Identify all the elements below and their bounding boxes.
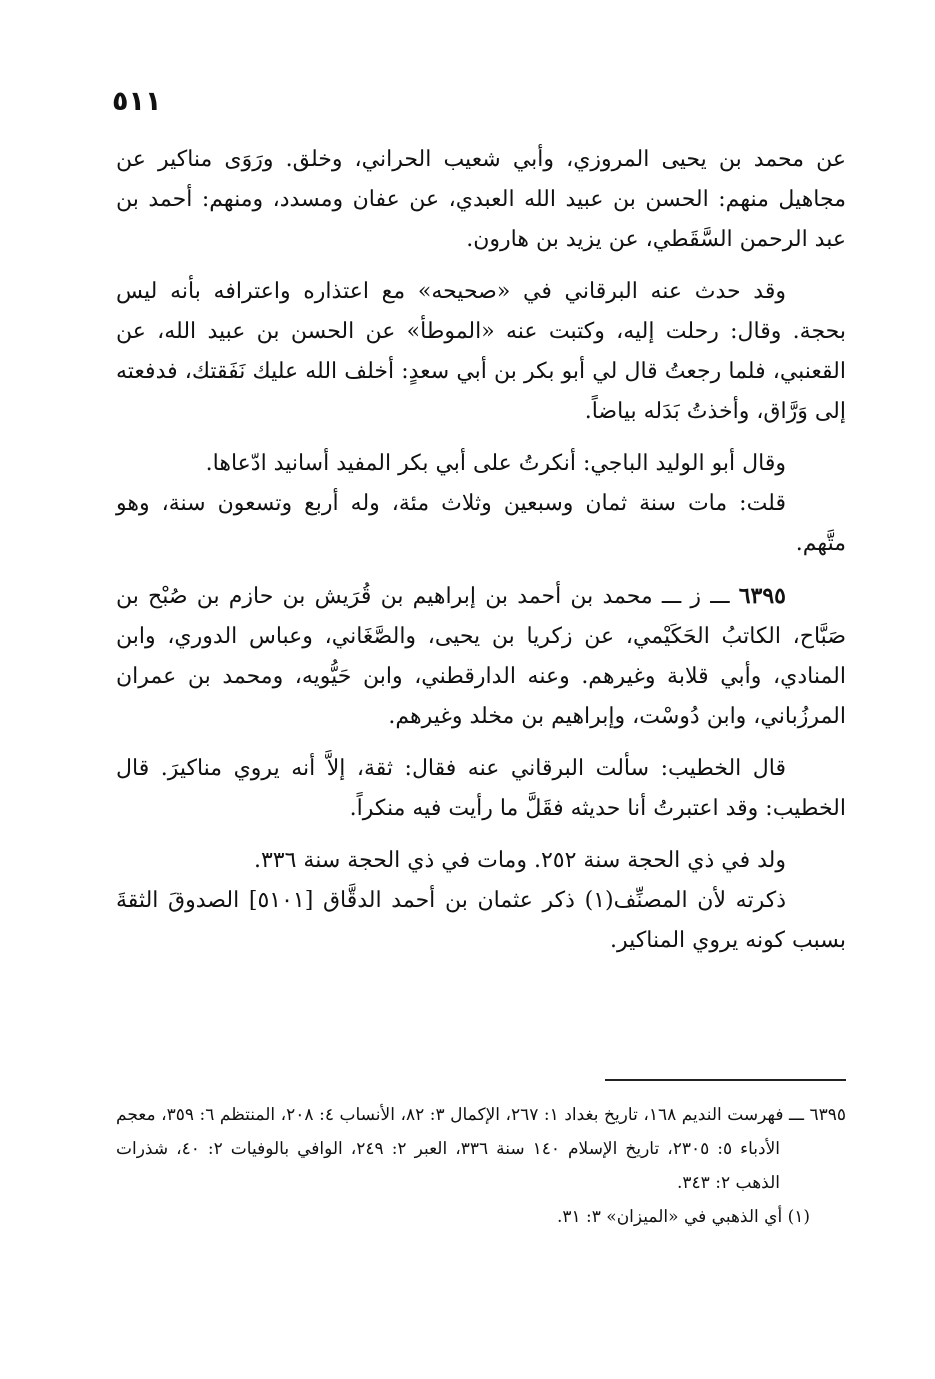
paragraph-birth-death: ولد في ذي الحجة سنة ٢٥٢. ومات في ذي الحجة سنة ٣٣٦. [253, 848, 786, 873]
paragraph-narrators: عن محمد بن يحيى المروزي، وأبي شعيب الحراني، وخلق. ورَوَى مناكير عن مجاهيل منهم: الحسن بن عبيد الله العبدي، عن عفان ومسدد، ومنهم: أحمد بن عبد الرحمن السَّقَطي، عن يزيد بن هارون. [116, 147, 846, 252]
entry-text: ـــ ز ـــ محمد بن أحمد بن إبراهيم بن قُرَيش بن حازم بن صُبْح بن صَبَّاح، الكاتبُ الحَكَيْمي، عن زكريا بن يحيى، والصَّغَاني، وعباس الدوري، وابن المنادي، وأبي قلابة وغيرهم. وعنه الدارقطني، وابن حَيُّويه، ومحمد بن عمران المرزُباني، وابن دُوسْت، وإبراهيم بن مخلد وغيرهم. [116, 584, 846, 729]
paragraph-baji: وقال أبو الوليد الباجي: أنكرتُ على أبي بكر المفيد أسانيد ادّعاها. [205, 451, 786, 476]
footnote-1: (١) أي الذهبي في «الميزان» ٣: ٣١. [556, 1207, 810, 1227]
biography-entry [116, 576, 846, 737]
paragraph-khatib: قال الخطيب: سألت البرقاني عنه فقال: ثقة، إلاَّ أنه يروي مناكيرَ. قال الخطيب: وقد اعتبرتُ أنا حديثه فقَلَّ ما رأيت فيه منكراً. [116, 756, 846, 821]
paragraph-death-note: قلت: مات سنة ثمان وسبعين وثلاث مئة، وله أربع وتسعون سنة، وهو متَّهم. [116, 491, 846, 556]
main-body-text [116, 140, 846, 961]
footnote-sources: ٦٣٩٥ ـــ فهرست النديم ١٦٨، تاريخ بغداد ١: ٢٦٧، الإكمال ٣: ٨٢، الأنساب ٤: ٢٠٨، المنتظم ٦: ٣٥٩، معجم الأدباء ٥: ٢٣٠٥، تاريخ الإسلام ١٤٠ سنة ٣٣٦، العبر ٢: ٢٤٩، الوافي بالوفيات ٢: ٤٠، شذرات الذهب ٢: ٣٤٣. [116, 1105, 847, 1193]
paragraph-reason: ذكرته لأن المصنِّف(١) ذكر عثمان بن أحمد الدقَّاق [٥١٠١] الصدوقَ الثقةَ بسبب كونه يروي المناكير. [116, 888, 846, 953]
paragraph-barqani: وقد حدث عنه البرقاني في «صحيحه» مع اعتذاره واعترافه بأنه ليس بحجة. وقال: رحلت إليه، وكتبت عنه «الموطأ» عن الحسن بن عبيد الله، عن القعنبي، فلما رجعتُ قال لي أبو بكر بن أبي سعدٍ: أخلف الله عليك نَفَقتك، فدفعته إلى وَرَّاق، وأخذتُ بَدَله بياضاً. [116, 279, 846, 424]
page-number: ٥١١ [112, 86, 162, 117]
entry-number: ٦٣٩٥ [738, 583, 786, 609]
footnotes [116, 1098, 846, 1234]
footnote-separator [605, 1079, 846, 1081]
